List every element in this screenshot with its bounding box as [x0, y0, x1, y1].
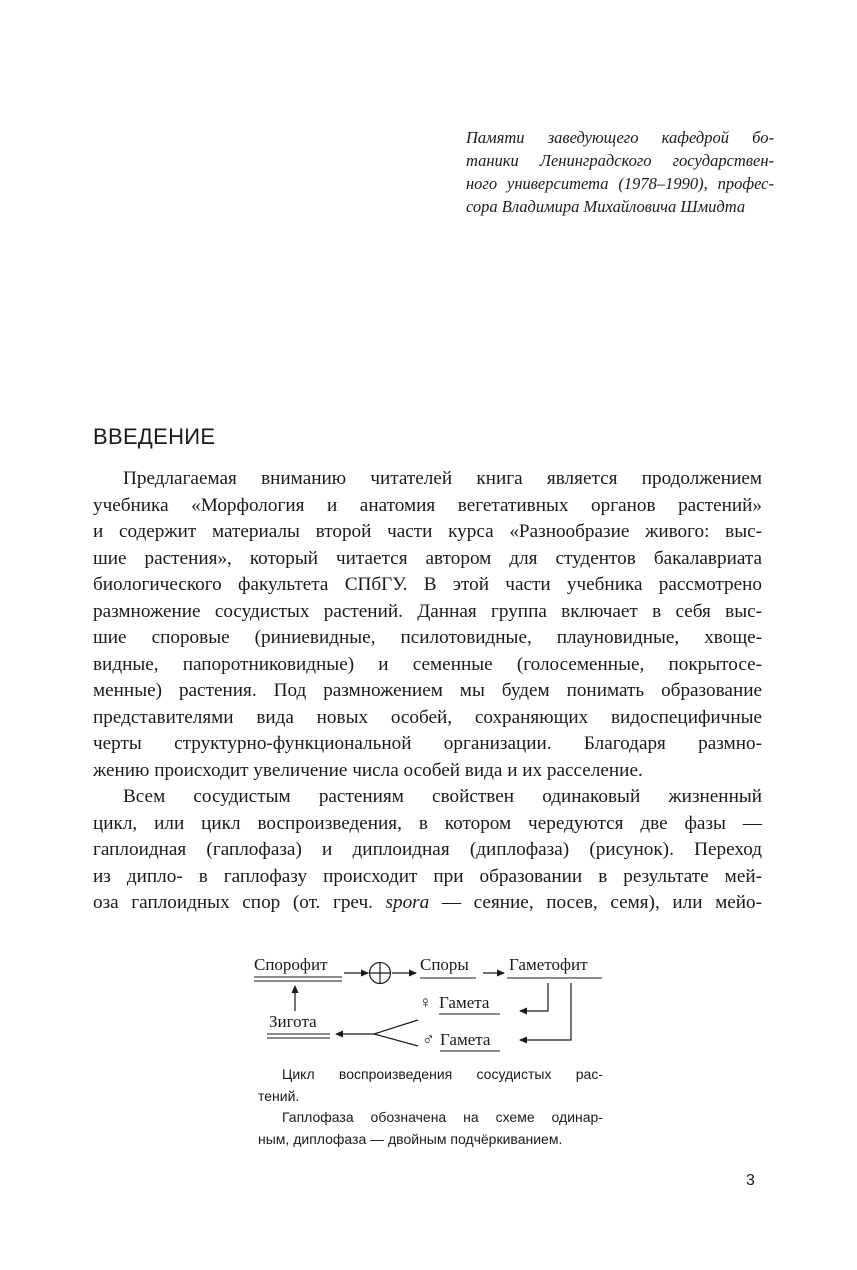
meiosis-symbol	[370, 963, 391, 984]
node-gamete-male: Гамета	[440, 1030, 491, 1049]
paragraph-line: размножение сосудистых растений. Данная группа включает в себя выс-	[93, 600, 762, 622]
dedication	[466, 126, 774, 218]
node-gametophyte: Гаметофит	[509, 955, 588, 974]
latin-term: spora	[385, 892, 430, 913]
caption-line: Гаплофаза обозначена на схеме одинар-	[282, 1109, 603, 1125]
dedication-line: ного университета (1978–1990), профес-	[466, 174, 774, 193]
section-heading: ВВЕДЕНИЕ	[93, 424, 216, 449]
text-run: — сеяние, посев, семя), или мейо-	[429, 892, 762, 913]
caption-line: ным, диплофаза — двойным подчёркиванием.	[258, 1130, 563, 1147]
caption-line: Цикл воспроизведения сосудистых рас-	[282, 1066, 603, 1082]
paragraph-line	[93, 890, 762, 917]
paragraph-line: черты структурно-функциональной организации. Благодаря размно-	[93, 733, 762, 754]
paragraph-line: Всем сосудистым растениям свойствен одинаковый жизненный	[123, 786, 762, 807]
dedication-line: сора Владимира Михайловича Шмидта	[466, 197, 746, 216]
arrow	[520, 983, 548, 1011]
paragraph-line: из диплo- в гаплофазу происходит при образовании в результате мей-	[93, 865, 762, 887]
fertilization-line	[374, 1034, 418, 1046]
paragraph-line: представителями вида новых особей, сохраняющих видоспецифичные	[93, 706, 762, 728]
paragraph-line: цикл, или цикл воспроизведения, в котором чередуются две фазы —	[93, 812, 762, 834]
paragraph-line: жению происходит увеличение числа особей вида и их расселение.	[93, 759, 643, 781]
paragraph-line: гаплоидная (гаплофаза) и диплоидная (диплофаза) (рисунок). Переход	[93, 839, 762, 860]
figure-caption	[258, 1064, 603, 1150]
paragraph-line: учебника «Морфология и анатомия вегетативных органов растений»	[93, 494, 762, 516]
dedication-line: Памяти заведующего кафедрой бо-	[466, 128, 774, 147]
body-text	[93, 466, 762, 917]
caption-line: тений.	[258, 1087, 300, 1104]
dedication-line: таники Ленинградского государствен-	[466, 151, 774, 170]
male-symbol: ♂	[422, 1030, 435, 1049]
node-spores: Споры	[420, 955, 469, 974]
page-number: 3	[746, 1172, 755, 1189]
text-run: оза гаплоидных спор (от. греч.	[93, 892, 386, 913]
fertilization-line	[374, 1020, 418, 1034]
paragraph-line: шие споровые (риниевидные, псилотовидные, плауновидные, хвоще-	[93, 627, 762, 648]
paragraph-line: биологического факультета СПбГУ. В этой части учебника рассмотрено	[93, 574, 762, 595]
life-cycle-diagram	[252, 948, 604, 1058]
paragraph-line: менные) растения. Под размножением мы будем понимать образование	[93, 680, 762, 701]
node-zygote: Зигота	[269, 1012, 317, 1031]
paragraph-line: и содержит материалы второй части курса «Разнообразие живого: выс-	[93, 521, 762, 542]
paragraph-line: видные, папоротниковидные) и семенные (голосеменные, покрытосе-	[93, 653, 762, 675]
paragraph-line: шие растения», который читается автором для студентов бакалавриата	[93, 547, 762, 569]
paragraph-line: Предлагаемая вниманию читателей книга является продолжением	[123, 468, 762, 489]
female-symbol: ♀	[419, 993, 432, 1012]
node-gamete-female: Гамета	[439, 993, 490, 1012]
diagram-svg	[252, 948, 604, 1058]
node-sporophyte: Спорофит	[254, 955, 328, 974]
